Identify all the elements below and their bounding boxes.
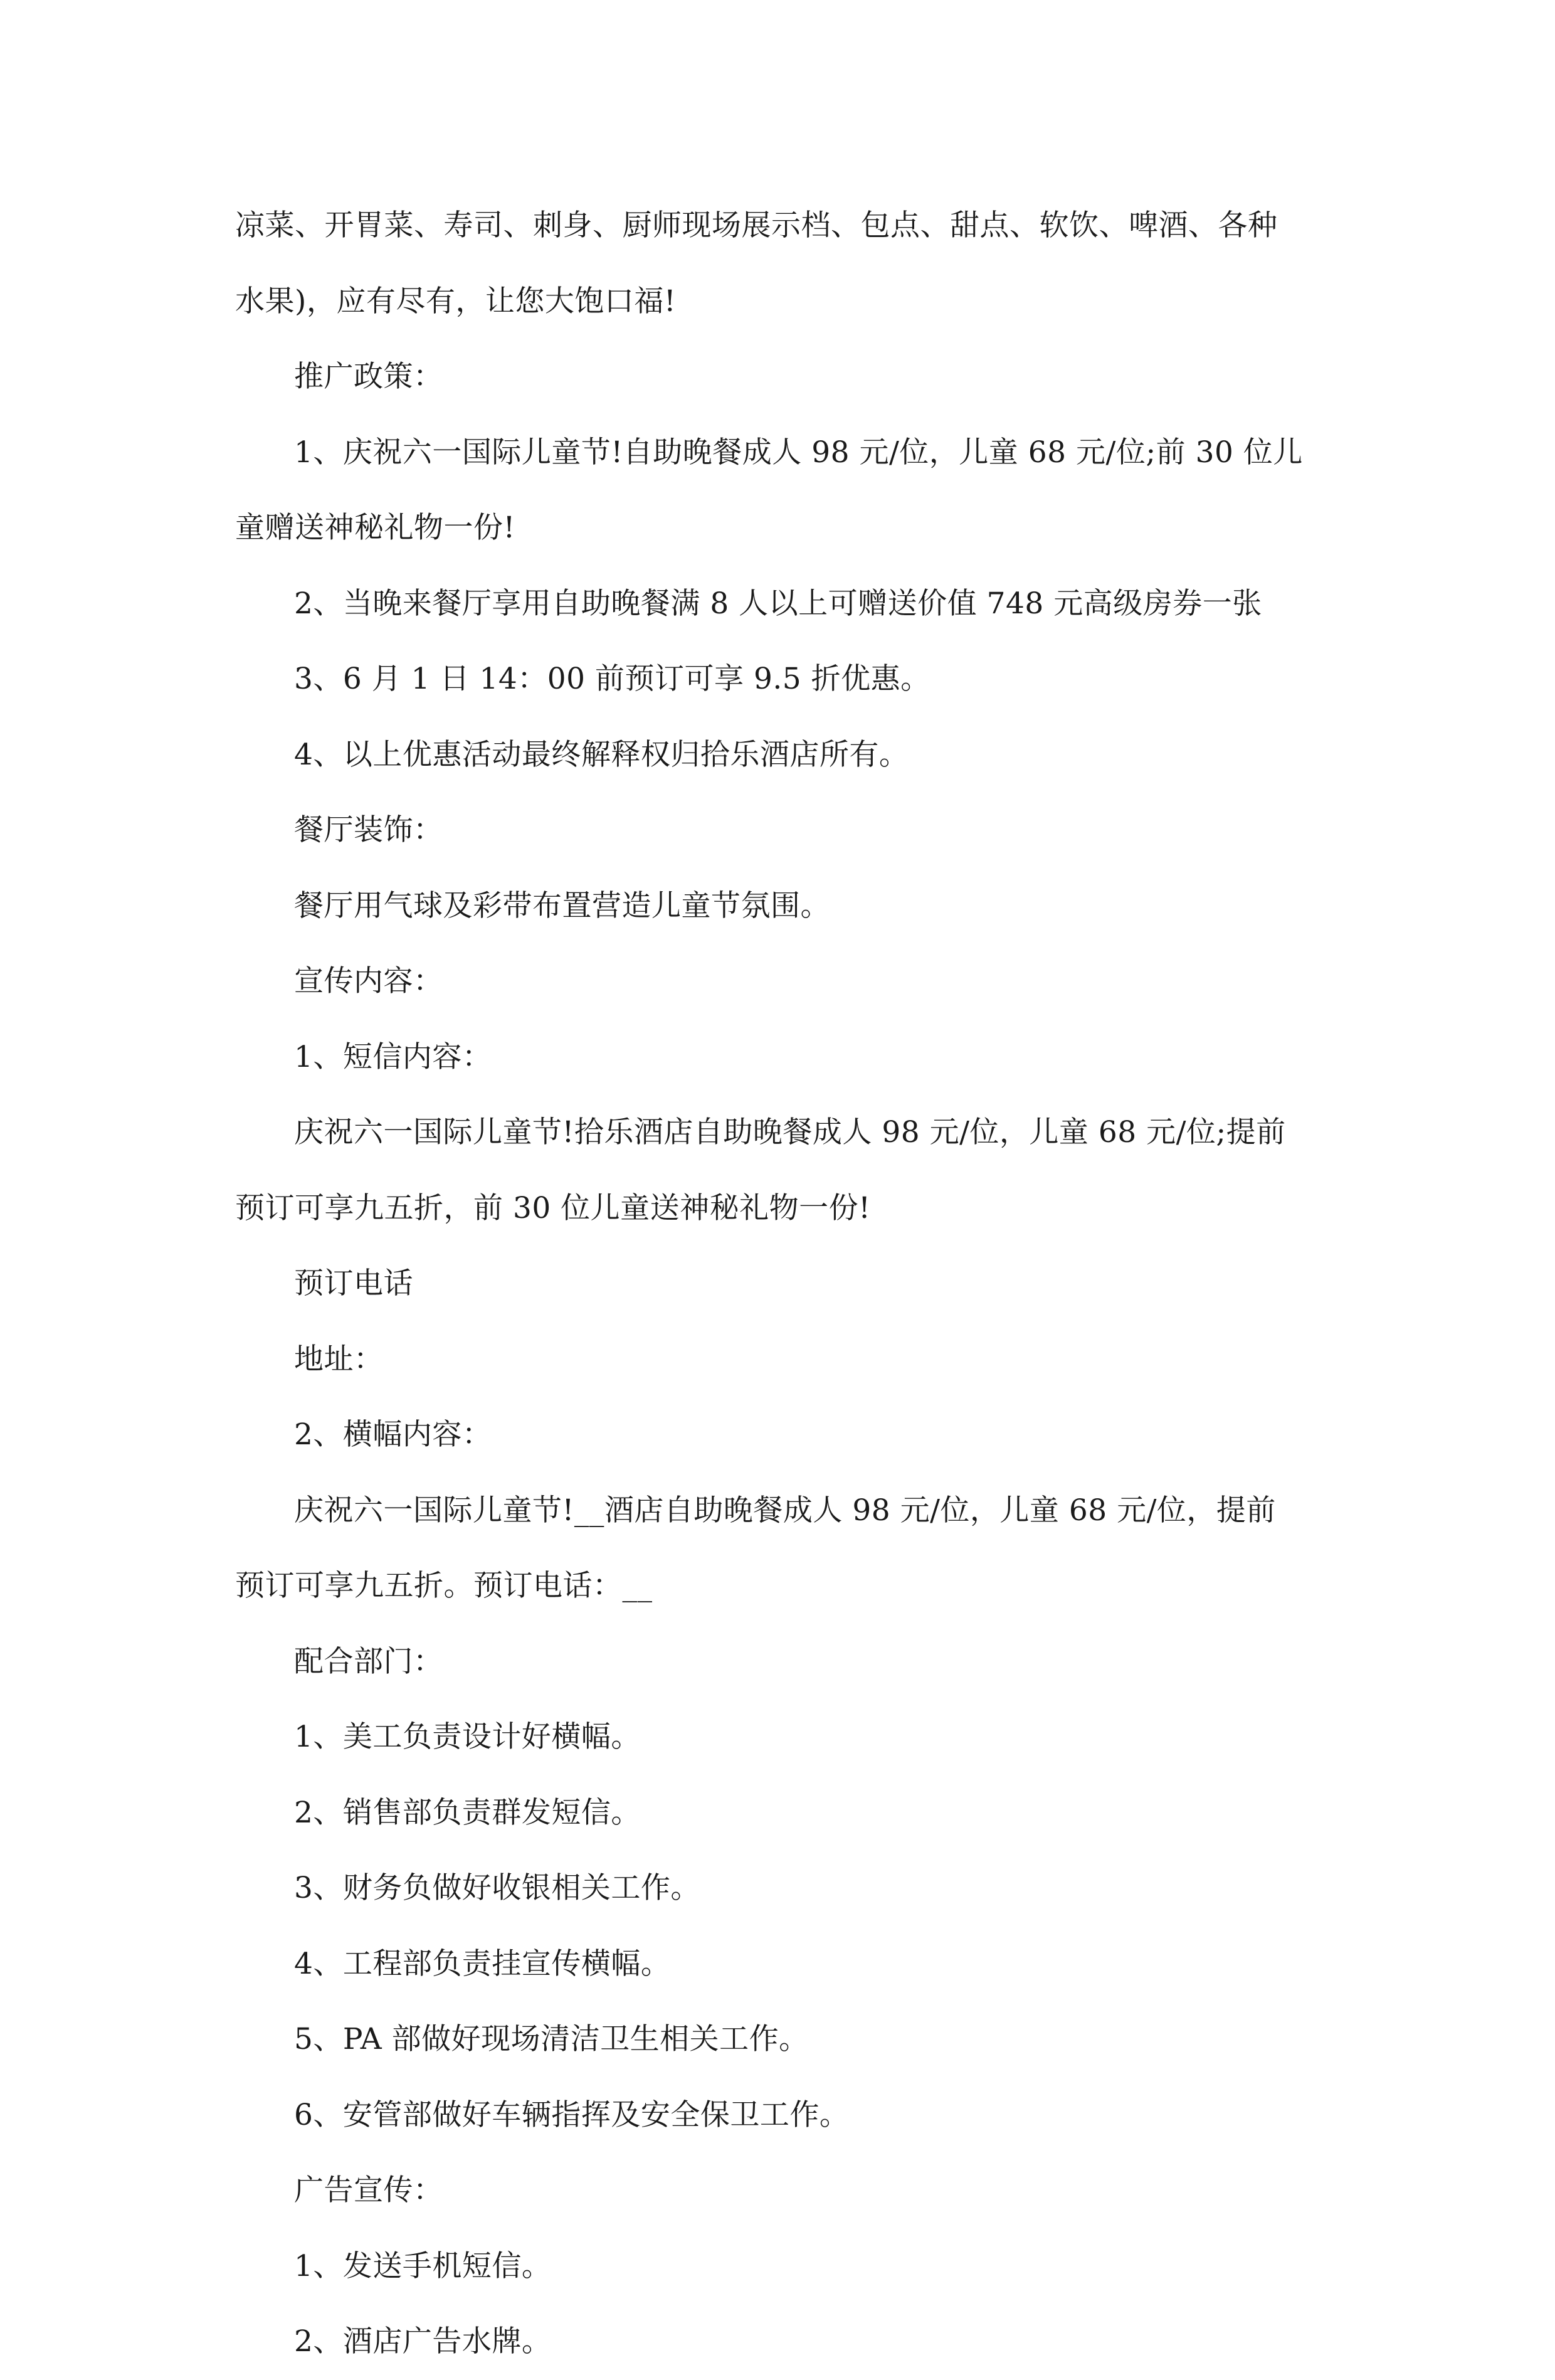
paragraph: 预订电话: [294, 1266, 413, 1301]
text-line: 凉菜、开胃菜、寿司、刺身、厨师现场展示档、包点、甜点、软饮、啤酒、各种: [235, 208, 1278, 243]
text-line: 童赠送神秘礼物一份!: [235, 510, 515, 545]
list-item: 6、安管部做好车辆指挥及安全保卫工作。: [294, 2097, 850, 2132]
list-item: 3、6 月 1 日 14：00 前预订可享 9.5 折优惠。: [294, 662, 930, 696]
section-heading: 餐厅装饰：: [294, 813, 443, 847]
list-item: 2、酒店广告水牌。: [294, 2324, 552, 2359]
text-line: 预订可享九五折，前 30 位儿童送神秘礼物一份!: [235, 1190, 871, 1225]
list-item: 4、以上优惠活动最终解释权归拾乐酒店所有。: [294, 737, 909, 772]
paragraph: 庆祝六一国际儿童节!拾乐酒店自助晚餐成人 98 元/位，儿童 68 元/位;提前: [294, 1115, 1286, 1150]
list-item: 1、短信内容：: [294, 1039, 492, 1074]
paragraph: 餐厅用气球及彩带布置营造儿童节氛围。: [294, 888, 830, 923]
list-item: 2、销售部负责群发短信。: [294, 1795, 641, 1830]
list-item: 4、工程部负责挂宣传横幅。: [294, 1946, 671, 1981]
list-item: 2、横幅内容：: [294, 1417, 492, 1452]
paragraph: 地址：: [294, 1341, 384, 1377]
section-heading: 广告宣传：: [294, 2173, 443, 2208]
section-heading: 配合部门：: [294, 1644, 443, 1679]
list-item: 1、庆祝六一国际儿童节!自助晚餐成人 98 元/位，儿童 68 元/位;前 30 位儿: [294, 435, 1303, 470]
text-line: 预订可享九五折。预订电话：__: [235, 1568, 653, 1603]
section-heading: 宣传内容：: [294, 964, 443, 998]
list-item: 5、PA 部做好现场清洁卫生相关工作。: [294, 2022, 809, 2056]
list-item: 2、当晚来餐厅享用自助晚餐满 8 人以上可赠送价值 748 元高级房券一张: [294, 586, 1262, 621]
section-heading: 推广政策：: [294, 359, 443, 394]
document-body: [235, 188, 1320, 2380]
list-item: 1、美工负责设计好横幅。: [294, 1720, 641, 1754]
list-item: 1、发送手机短信。: [294, 2248, 552, 2283]
list-item: 3、财务负做好收银相关工作。: [294, 1871, 700, 1905]
text-line: 水果)，应有尽有，让您大饱口福!: [235, 283, 677, 319]
paragraph: 庆祝六一国际儿童节!__酒店自助晚餐成人 98 元/位，儿童 68 元/位，提前: [294, 1493, 1276, 1528]
